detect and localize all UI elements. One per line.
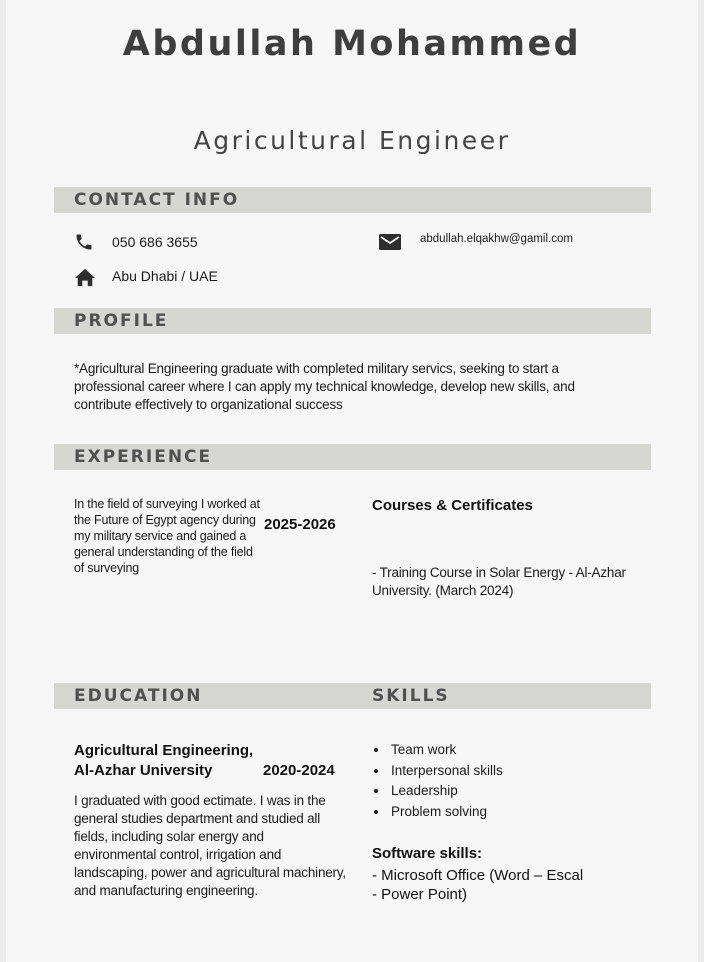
education-description: I graduated with good ectimate. I was in the general studies department and studied all fields, including solar energy and environmental control, irrigation and landscaping, power and agricultural machinery, and manufacturing engineering. xyxy=(74,793,346,898)
profile-section-bar xyxy=(54,308,651,334)
contact-heading: CONTACT INFO xyxy=(74,190,240,210)
profile-heading: PROFILE xyxy=(74,311,169,331)
phone-number: 050 686 3655 xyxy=(112,234,198,250)
skill-item: • Team work xyxy=(389,740,503,761)
skill-item: • Leadership xyxy=(389,781,503,802)
education-skills-section-bar xyxy=(54,683,651,709)
skill-item: • Problem solving xyxy=(389,802,503,823)
candidate-name: Abdullah Mohammed xyxy=(122,24,582,64)
experience-years: 2025-2026 xyxy=(264,516,336,533)
resume-page xyxy=(6,0,698,962)
software-skills-line-2: - Power Point) xyxy=(372,886,468,903)
education-years: 2020-2024 xyxy=(263,762,335,779)
job-title: Agricultural Engineer xyxy=(193,126,511,155)
education-heading: EDUCATION xyxy=(74,686,203,706)
software-skills-line-1: - Microsoft Office (Word – Escal xyxy=(372,867,584,884)
course-item: - Training Course in Solar Energy - Al-Azhar University. (March 2024) xyxy=(372,565,626,598)
phone-icon xyxy=(74,232,94,257)
software-skills-heading: Software skills: xyxy=(372,845,483,862)
contact-section-bar xyxy=(54,187,651,213)
skills-heading: SKILLS xyxy=(372,686,450,706)
email-icon xyxy=(378,231,402,258)
home-icon xyxy=(74,267,96,292)
experience-section-bar xyxy=(54,444,651,470)
profile-summary: *Agricultural Engineering graduate with completed military servics, seeking to start a professional career where I can apply my technical knowledge, develop new skills, and contribute effectively to organizational success xyxy=(74,361,575,412)
skill-item: • Interpersonal skills xyxy=(389,761,503,782)
experience-description: In the field of surveying I worked at the Future of Egypt agency during my military service and gained a general understanding of the field of surveying xyxy=(74,497,260,575)
courses-heading: Courses & Certificates xyxy=(372,497,533,514)
email-address: abdullah.elqakhw@gamil.com xyxy=(420,233,573,245)
skills-list xyxy=(372,740,503,822)
location: Abu Dhabi / UAE xyxy=(112,268,218,284)
degree-line-1: Agricultural Engineering, xyxy=(74,742,254,759)
experience-heading: EXPERIENCE xyxy=(74,447,213,467)
degree-line-2: Al-Azhar University xyxy=(74,762,213,779)
